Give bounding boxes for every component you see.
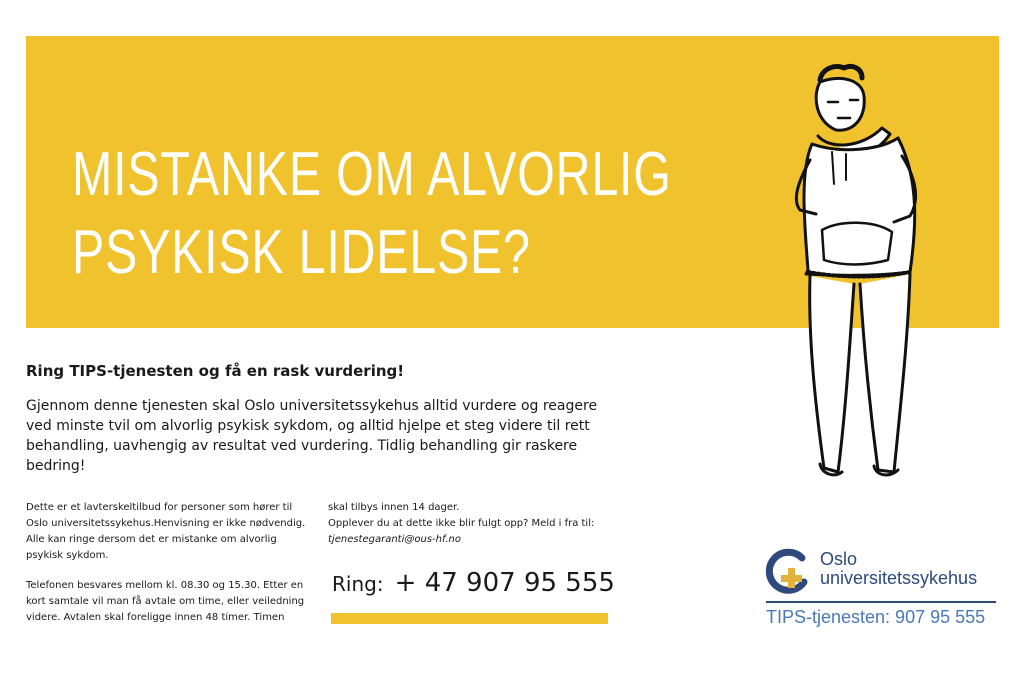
logo-divider <box>766 601 996 603</box>
person-illustration <box>770 60 940 485</box>
ring-phone <box>332 568 615 598</box>
info-paragraph-1: Dette er et lavterskeltilbud for personer som hører til Oslo universitetssykehus.Henvisning er ikke nødvendig. Alle kan ringe dersom det er mistanke om alvorlig psykisk sykdom. <box>26 502 306 561</box>
poster-headline <box>72 136 672 292</box>
info-col2-line-1: skal tilbys innen 14 dager. <box>328 502 460 513</box>
subheading: Ring TIPS-tjenesten og få en rask vurdering! <box>26 362 405 380</box>
ous-logo-icon <box>764 548 810 594</box>
logo-wordmark <box>820 550 977 588</box>
info-col2-line-2: Opplever du at dette ikke blir fulgt opp? Meld i fra til: <box>328 518 595 529</box>
ring-label: Ring: <box>332 572 384 596</box>
headline-line-2: PSYKISK LIDELSE? <box>72 218 531 287</box>
headline-line-1: MISTANKE OM ALVORLIG <box>72 140 672 209</box>
phone-number[interactable]: + 47 907 95 555 <box>394 568 615 598</box>
logo-line-2: universitetssykehus <box>820 568 978 588</box>
info-column-2 <box>328 500 618 548</box>
contact-email[interactable]: tjenestegaranti@ous-hf.no <box>328 534 461 545</box>
logo-line-1: Oslo <box>820 549 858 569</box>
intro-paragraph: Gjennom denne tjenesten skal Oslo universitetssykehus alltid vurdere og reagere ved minste tvil om alvorlig psykisk sykdom, og alltid hjelpe et steg videre til rett behandling, uavhengig av resultat ved vurdering. Tidlig behandling gir raskere bedring! <box>26 398 598 474</box>
tips-phone-line: TIPS-tjenesten: 907 95 555 <box>766 607 986 627</box>
ring-underline-bar <box>331 613 608 624</box>
info-paragraph-2: Telefonen besvares mellom kl. 08.30 og 15.30. Etter en kort samtale vil man få avtale om time, eller veiledning videre. Avtalen skal foreligge innen 48 timer. Timen <box>26 580 305 623</box>
